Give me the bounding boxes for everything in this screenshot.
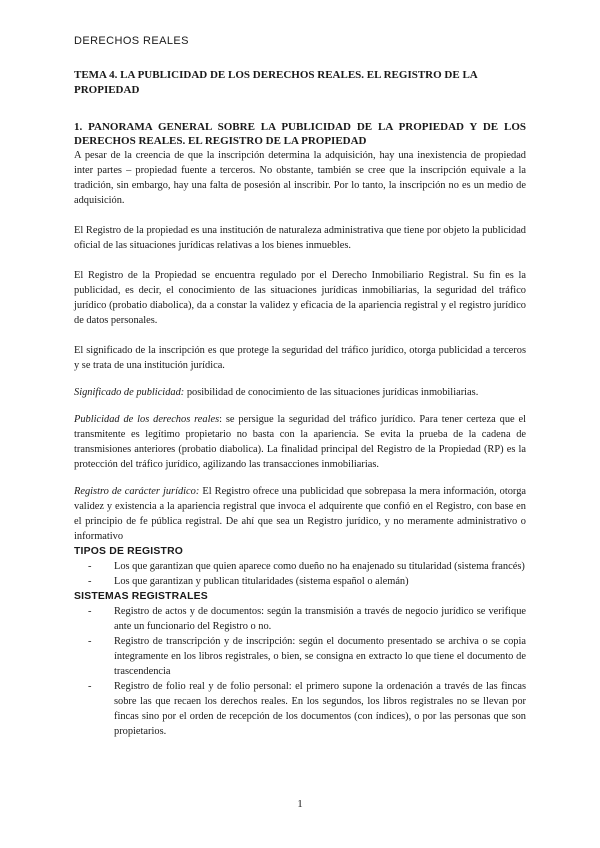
- page-number: 1: [297, 798, 303, 810]
- dash-bullet: -: [88, 681, 92, 692]
- dash-bullet: -: [88, 576, 92, 587]
- paragraph-intro: A pesar de la creencia de que la inscripción determina la adquisición, hay una inexistencia de propiedad inter partes – propiedad fuente a terceros. No obstante, también se cree que la inscripción equivale a la tradición, sin embargo, hay una falta de posesión al inscribir. Por lo tanto, la inscripción no es un medio de adquisición.: [74, 150, 526, 206]
- registry-types-list: [74, 559, 526, 589]
- term-label: Registro de carácter jurídico:: [74, 486, 200, 497]
- list-item: - Los que garantizan que quien aparece como dueño no ha enajenado su titularidad (sistema francés): [88, 561, 525, 572]
- dash-bullet: -: [88, 636, 92, 647]
- paragraph-publicity-meaning: [74, 385, 526, 400]
- term-label: Significado de publicidad:: [74, 387, 185, 398]
- document-body: [74, 68, 526, 739]
- registry-systems-list: [74, 604, 526, 739]
- paragraph-regulation: El Registro de la Propiedad se encuentra regulado por el Derecho Inmobiliario Registral. Su fin es la publicidad, es decir, el conocimiento de las situaciones jurídicas inmobiliarias, la seguridad del tráfico jurídico (probatio diabolica), da a constar la validez y eficacia de la apariencia registral y el registro jurídico de datos personales.: [74, 270, 526, 326]
- paragraph-definition: El Registro de la propiedad es una institución de naturaleza administrativa que tiene por objeto la publicidad oficial de las situaciones jurídicas relativas a los bienes inmuebles.: [74, 225, 526, 251]
- dash-bullet: -: [88, 606, 92, 617]
- term-label: Publicidad de los derechos reales: [74, 414, 220, 425]
- paragraph-significance: El significado de la inscripción es que protege la seguridad del tráfico jurídico, otorga publicidad a terceros y se trata de una institución jurídica.: [74, 345, 526, 371]
- paragraph-legal-registry: [74, 484, 526, 544]
- term-text: posibilidad de conocimiento de las situaciones jurídicas inmobiliarias.: [184, 387, 479, 398]
- term-text: El Registro ofrece una publicidad que sobrepasa la mera información, otorga validez y existencia a la apariencia registral que invoca el adquirente que confió en el Registro, con base en el principio de fe pública registral. De ahí que sea un Registro jurídico, y no meramente administrativo o informativo: [74, 486, 526, 542]
- list-item: - Registro de transcripción y de inscripción: según el documento presentado se archiva o se copia íntegramente en los libros registrales, o bien, se consigna en extracto lo que tiene el documento de trascendencia: [88, 636, 526, 677]
- running-header: DERECHOS REALES: [74, 35, 189, 47]
- list-item: - Registro de actos y de documentos: según la transmisión a través de negocio jurídico se verifique ante un funcionario del Registro o no.: [88, 606, 526, 632]
- registry-types-heading: TIPOS DE REGISTRO: [74, 546, 184, 557]
- registry-systems-heading: SISTEMAS REGISTRALES: [74, 591, 208, 602]
- list-item: - Los que garantizan y publican titularidades (sistema español o alemán): [88, 576, 409, 587]
- dash-bullet: -: [88, 561, 92, 572]
- list-item: - Registro de folio real y de folio personal: el primero supone la ordenación a través de las fincas sobre las que recaen los derechos reales. En los segundos, los libros registrales no se llevan por fincas sino por el orden de recepción de los documentos (con índices), o por las personas que son propietarios.: [88, 681, 526, 737]
- paragraph-real-rights-publicity: [74, 412, 526, 472]
- chapter-title: TEMA 4. LA PUBLICIDAD DE LOS DERECHOS REALES. EL REGISTRO DE LA PROPIEDAD: [74, 69, 478, 96]
- section-heading: 1. PANORAMA GENERAL SOBRE LA PUBLICIDAD DE LA PROPIEDAD Y DE LOS DERECHOS REALES. EL REGISTRO DE LA PROPIEDAD: [74, 121, 526, 147]
- term-text: : se persigue la seguridad del tráfico jurídico. Para tener certeza que el transmitente es legítimo propietario no basta con la apariencia. Se evita la prueba de la cadena de transmisiones anteriores (probatio diabolica). La finalidad principal del Registro de la Propiedad (RP) es la protección del tráfico jurídico, agilizando las transacciones inmobiliarias.: [74, 414, 526, 470]
